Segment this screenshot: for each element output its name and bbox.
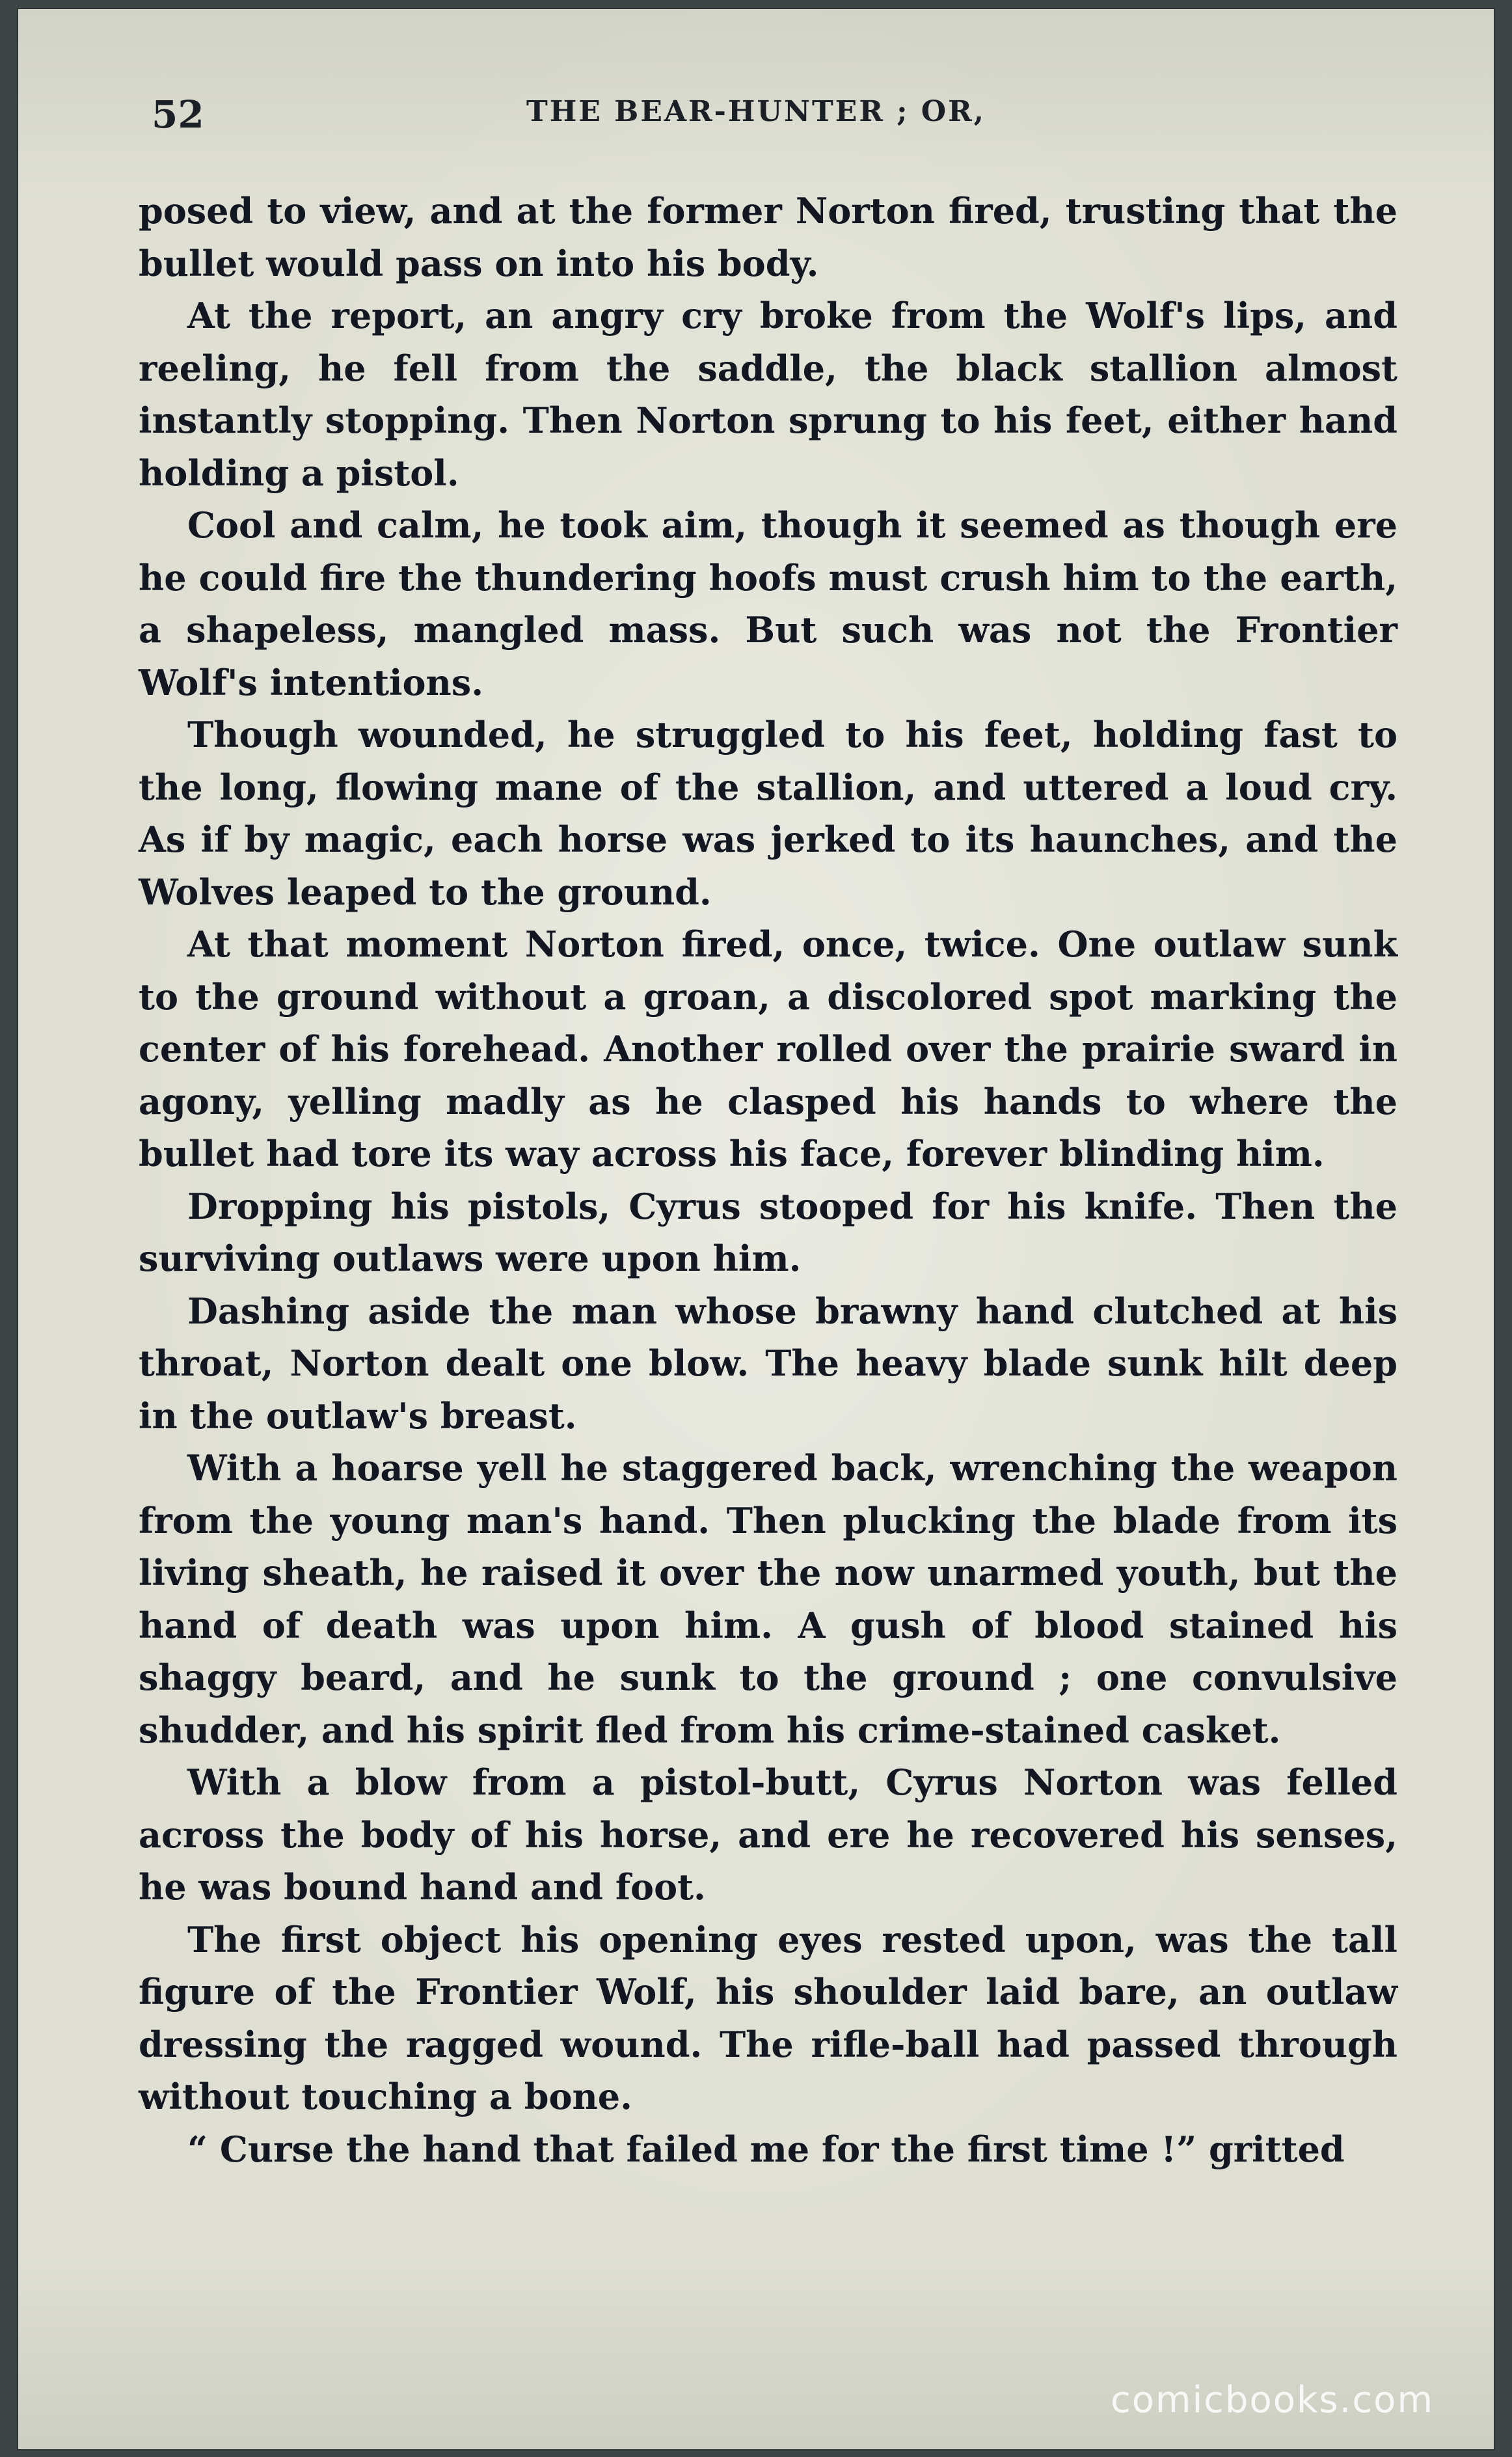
paragraph: At that moment Norton fired, once, twice. One outlaw sunk to the ground without a groan, a discolored spot marking the center of his forehead. Another rolled over the prairie sward in agony, yelling madly as he clasped his hands to where the bullet had tore its way across his face, forever blinding him.	[139, 923, 1397, 1174]
paragraph: The first object his opening eyes rested upon, was the tall figure of the Frontier Wolf, his shoulder laid bare, an outlaw dressing the ragged wound. The rifle-ball had passed through without touching a bone.	[139, 1918, 1397, 2117]
running-head: THE BEAR-HUNTER ; OR,	[526, 95, 986, 128]
paragraph: With a blow from a pistol-butt, Cyrus Norton was felled across the body of his horse, and ere he recovered his senses, he was bound hand and foot.	[139, 1761, 1397, 1908]
watermark: comicbooks.com	[1110, 2379, 1434, 2421]
paragraph: “ Curse the hand that failed me for the first time !” gritted	[187, 2128, 1345, 2170]
paragraph: With a hoarse yell he staggered back, wrenching the weapon from the young man's hand. Then plucking the blade from its living sheath, he raised it over the now unarmed youth, but the hand of death was upon him. A gush of blood stained his shaggy beard, and he sunk to the ground ; one convulsive shudder, and his spirit fled from his crime-stained casket.	[139, 1447, 1397, 1751]
paragraph: Dropping his pistols, Cyrus stooped for his knife. Then the surviving outlaws were upon him.	[139, 1185, 1397, 1279]
page-number: 52	[152, 92, 204, 137]
book-page	[18, 9, 1494, 2449]
body-text	[139, 185, 1397, 2175]
paragraph: Cool and calm, he took aim, though it seemed as though ere he could fire the thundering hoofs must crush him to the earth, a shapeless, mangled mass. But such was not the Frontier Wolf's intentions.	[139, 504, 1397, 703]
page-header	[139, 86, 1373, 138]
paragraph: Dashing aside the man whose brawny hand clutched at his throat, Norton dealt one blow. The heavy blade sunk hilt deep in the outlaw's breast.	[139, 1290, 1397, 1437]
paragraph: At the report, an angry cry broke from the Wolf's lips, and reeling, he fell from the saddle, the black stallion almost instantly stopping. Then Norton sprung to his feet, either hand holding a pistol.	[139, 295, 1397, 494]
paragraph: Though wounded, he struggled to his feet, holding fast to the long, flowing mane of the stallion, and uttered a loud cry. As if by magic, each horse was jerked to its haunches, and the Wolves leaped to the ground.	[139, 714, 1397, 913]
paragraph: posed to view, and at the former Norton fired, trusting that the bullet would pass on into his body.	[139, 190, 1397, 284]
